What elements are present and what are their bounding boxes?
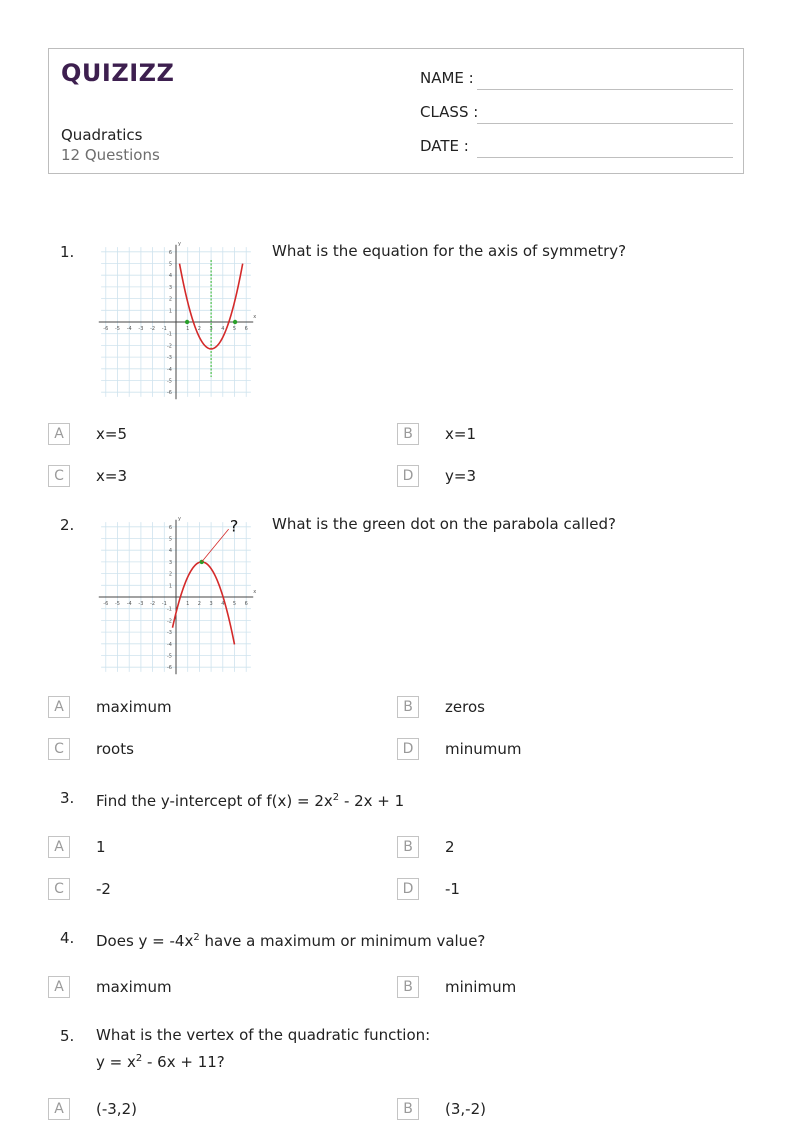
question-2-text: What is the green dot on the parabola called?	[272, 515, 616, 533]
y-tick-label: -4	[167, 366, 172, 373]
y-tick-label: -5	[167, 378, 172, 385]
q1-option-b-text: x=1	[445, 425, 476, 443]
y-tick-label: 3	[168, 284, 172, 291]
q3-option-b-box[interactable]: B	[397, 836, 419, 858]
y-tick-label: 2	[168, 571, 172, 578]
q3-option-d-text: -1	[445, 880, 460, 898]
question-mark-label: ?	[229, 516, 239, 536]
q1-option-a-box[interactable]: A	[48, 423, 70, 445]
x-tick-label: 2	[197, 326, 201, 332]
y-axis-label: y	[178, 240, 181, 247]
x-tick-label: 2	[197, 601, 201, 607]
x-tick-label: -4	[126, 601, 132, 607]
x-tick-label: -1	[161, 326, 167, 332]
quiz-title: Quadratics	[61, 126, 143, 144]
q2-option-c-box[interactable]: C	[48, 738, 70, 760]
x-tick-label: 4	[221, 326, 225, 332]
y-tick-label: 5	[168, 536, 172, 543]
q1-option-c-text: x=3	[96, 467, 127, 485]
x-tick-label: 5	[232, 601, 237, 607]
q3-option-d-box[interactable]: D	[397, 878, 419, 900]
name-label: NAME :	[420, 69, 474, 87]
question-1-text: What is the equation for the axis of symmetry?	[272, 242, 627, 260]
q2-option-d-text: minumum	[445, 740, 522, 758]
date-label: DATE :	[420, 137, 469, 155]
x-tick-label: -2	[150, 326, 156, 332]
x-tick-label: -5	[115, 601, 120, 607]
q3-option-b-text: 2	[445, 838, 455, 856]
q3-option-a-text: 1	[96, 838, 106, 856]
x-axis-label: x	[253, 314, 257, 320]
date-line[interactable]	[477, 157, 733, 158]
q1-option-d-box[interactable]: D	[397, 465, 419, 487]
q3-option-a-box[interactable]: A	[48, 836, 70, 858]
q3-option-c-text: -2	[96, 880, 111, 898]
q3-option-c-box[interactable]: C	[48, 878, 70, 900]
question-2-number: 2.	[60, 516, 75, 534]
question-3-text: Find the y-intercept of $f(x) = 2x^2 - 2x + 1$	[96, 792, 405, 810]
x-tick-label: -6	[103, 326, 109, 332]
question-5-line-2: $y = x^2 - 6x + 11$?	[96, 1053, 225, 1071]
q2-option-b-text: zeros	[445, 698, 485, 716]
x-tick-label: 1	[186, 326, 190, 332]
x-tick-label: -5	[115, 326, 120, 332]
y-tick-label: -3	[167, 630, 172, 637]
y-tick-label: -2	[167, 343, 172, 350]
question-5-text	[96, 1024, 430, 1074]
y-axis-label: y	[178, 515, 181, 522]
y-tick-label: 1	[168, 583, 172, 590]
q1-option-c-box[interactable]: C	[48, 465, 70, 487]
y-tick-label: 4	[168, 548, 172, 555]
x-tick-label: 1	[186, 601, 190, 607]
q4-option-b-text: minimum	[445, 978, 517, 996]
x-tick-label: -2	[150, 601, 156, 607]
q2-option-c-text: roots	[96, 740, 134, 758]
y-tick-label: -3	[167, 355, 172, 362]
x-tick-label: 3	[209, 326, 213, 332]
y-tick-label: -5	[167, 653, 172, 660]
class-label: CLASS :	[420, 103, 479, 121]
question-1-graph	[98, 240, 258, 400]
x-tick-label: -3	[138, 326, 144, 332]
y-tick-label: 1	[168, 308, 172, 315]
q5-option-b-box[interactable]: B	[397, 1098, 419, 1120]
callout-line	[202, 529, 229, 562]
x-axis-label: x	[253, 589, 257, 595]
graph-point	[185, 320, 189, 324]
x-tick-label: 5	[232, 326, 237, 332]
y-tick-label: -1	[167, 606, 172, 613]
y-tick-label: 6	[168, 524, 172, 531]
q4-option-b-box[interactable]: B	[397, 976, 419, 998]
quizizz-logo: QUIZIZZ	[61, 59, 175, 87]
q1-option-d-text: y=3	[445, 467, 476, 485]
question-2-graph	[98, 515, 258, 675]
q4-option-a-box[interactable]: A	[48, 976, 70, 998]
q5-option-a-text: (-3,2)	[96, 1100, 137, 1118]
worksheet-header	[48, 48, 744, 174]
y-tick-label: 5	[168, 261, 172, 268]
name-line[interactable]	[477, 89, 733, 90]
question-3-number: 3.	[60, 789, 75, 807]
q2-option-b-box[interactable]: B	[397, 696, 419, 718]
question-4-text: Does $y = -4x^2$ have a maximum or minimum value?	[96, 932, 486, 950]
question-count: 12 Questions	[61, 146, 160, 164]
y-tick-label: -2	[167, 618, 172, 625]
x-tick-label: 3	[209, 601, 213, 607]
x-tick-label: -4	[126, 326, 132, 332]
class-line[interactable]	[477, 123, 733, 124]
q5-option-b-text: (3,-2)	[445, 1100, 486, 1118]
q5-option-a-box[interactable]: A	[48, 1098, 70, 1120]
x-tick-label: -3	[138, 601, 144, 607]
q2-option-d-box[interactable]: D	[397, 738, 419, 760]
y-tick-label: -4	[167, 641, 172, 648]
x-tick-label: -6	[103, 601, 109, 607]
graph-point	[233, 320, 237, 324]
x-tick-label: 6	[244, 601, 248, 607]
question-1-number: 1.	[60, 243, 75, 261]
question-5-number: 5.	[60, 1027, 75, 1045]
q4-option-a-text: maximum	[96, 978, 172, 996]
q2-option-a-box[interactable]: A	[48, 696, 70, 718]
q1-option-b-box[interactable]: B	[397, 423, 419, 445]
y-tick-label: -1	[167, 331, 172, 338]
x-tick-label: 6	[244, 326, 248, 332]
y-tick-label: 6	[168, 249, 172, 256]
x-tick-label: -1	[161, 601, 167, 607]
y-tick-label: -6	[167, 390, 172, 397]
y-tick-label: 2	[168, 296, 172, 303]
y-tick-label: 4	[168, 273, 172, 280]
question-4-number: 4.	[60, 929, 75, 947]
y-tick-label: -6	[167, 665, 172, 672]
question-5-line-1: What is the vertex of the quadratic function:	[96, 1026, 431, 1044]
q1-option-a-text: x=5	[96, 425, 127, 443]
x-tick-label: 4	[221, 601, 225, 607]
y-tick-label: 3	[168, 559, 172, 566]
q2-option-a-text: maximum	[96, 698, 172, 716]
